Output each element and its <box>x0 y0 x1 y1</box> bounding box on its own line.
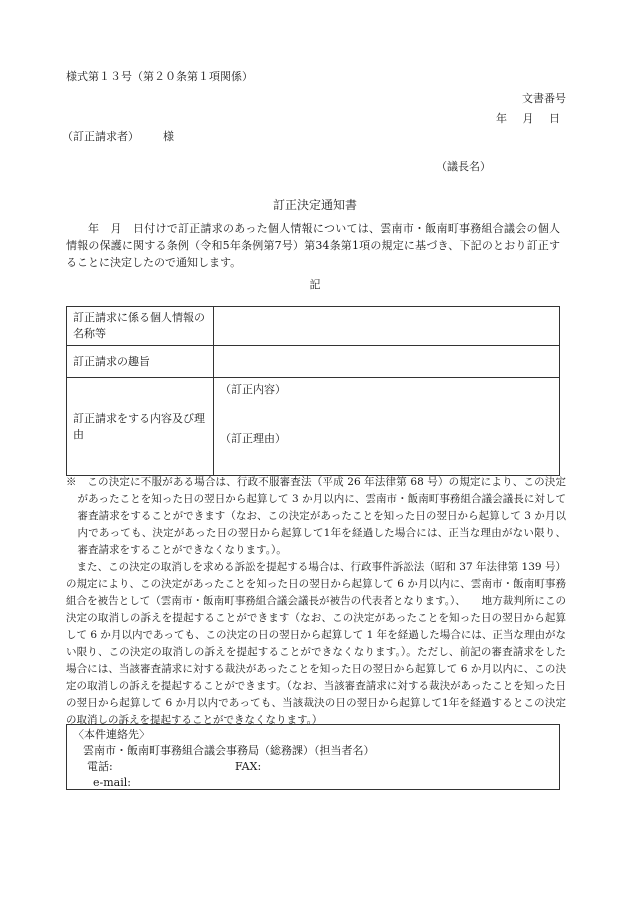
contact-heading: 〈本件連絡先〉 <box>73 728 150 741</box>
reason-sublabel: （訂正理由） <box>220 432 286 445</box>
ki-mark: 記 <box>309 278 321 291</box>
document-title: 訂正決定通知書 <box>272 198 357 212</box>
contact-phone-fax-row <box>87 759 553 775</box>
notes-section <box>66 474 566 729</box>
row-label-info-name: 訂正請求に係る個人情報の名称等 <box>67 307 214 346</box>
row-value-content-reason <box>214 378 560 476</box>
note-lawsuit: また、この決定の取消しを求める訴訟を提起する場合は、行政事件訴訟法（昭和 37 年法律第 139 号）の規定により、この決定があったことを知った日の翌日から起算して 6 か月以内に、雲南市・飯南町事務組合を被告として（雲南市・飯南町事務組合議会議長が被告の代表者となります。）、 地方裁判所にこの決定の取消しの訴えを提起することができます（なお、この決定があったことを知った日の翌日から起算して 6 か月以内であっても、この決定の日の翌日から起算して 1 年を経過した場合には、正当な理由がない限り、この決定の取消しの訴えを提起することができなくなります。）。ただし、前記の審査請求をした場合には、当該審査請求に対する裁決があったことを知った日の翌日から起算して 6 か月以内に、この決定の取消しの訴えを提起することができます。（なお、当該審査請求に対する裁決があったことを知った日の翌日から起算して 6 か月以内であっても、当該裁決の日の翌日から起算して1年を経過するとこの決定の取消しの訴えを提起することができなくなります。） <box>66 561 566 726</box>
contact-box <box>66 724 560 790</box>
table-row <box>67 378 560 476</box>
row-label-purpose: 訂正請求の趣旨 <box>67 346 214 378</box>
table-row <box>67 346 560 378</box>
correction-table <box>66 306 560 476</box>
intro-paragraph: 年 月 日付けで訂正請求のあった個人情報については、雲南市・飯南町事務組合議会の個人情報の保護に関する条例（令和5年条例第7号）第34条第1項の規定に基づき、下記のとおり訂正することに決定したので通知します。 <box>66 222 560 269</box>
form-number: 様式第１３号（第２０条第１項関係） <box>66 70 253 83</box>
requester-line <box>62 128 174 144</box>
document-number: 文書番号 <box>522 92 566 105</box>
contact-phone: 電話: <box>87 760 113 773</box>
row-value-purpose <box>214 346 560 378</box>
requester-label: （訂正請求者） <box>62 130 139 143</box>
note-appeal: ※ この決定に不服がある場合は、行政不服審査法（平成 26 年法律第 68 号）の規定により、この決定があったことを知った日の翌日から起算して 3 か月以内に、雲南市・飯南町事務組合議会議長に対して審査請求をすることができます（なお、この決定があったことを知った日の翌日から起算して 3 か月以内であっても、決定があった日の翌日から起算して1年を経過した場合には、正当な理由がない限り、審査請求をすることができなくなります。）。 <box>66 476 566 556</box>
contact-email: e-mail: <box>93 776 131 789</box>
honorific: 様 <box>163 130 174 143</box>
chairman-name: （議長名） <box>436 160 491 173</box>
document-date: 年 月 日 <box>496 112 566 125</box>
contact-organization: 雲南市・飯南町事務組合議会事務局（総務課）（担当者名） <box>83 744 375 757</box>
table-row <box>67 307 560 346</box>
row-value-info-name <box>214 307 560 346</box>
row-label-content-reason: 訂正請求をする内容及び理由 <box>67 378 214 476</box>
content-sublabel: （訂正内容） <box>220 383 286 396</box>
contact-fax: FAX: <box>235 760 262 773</box>
